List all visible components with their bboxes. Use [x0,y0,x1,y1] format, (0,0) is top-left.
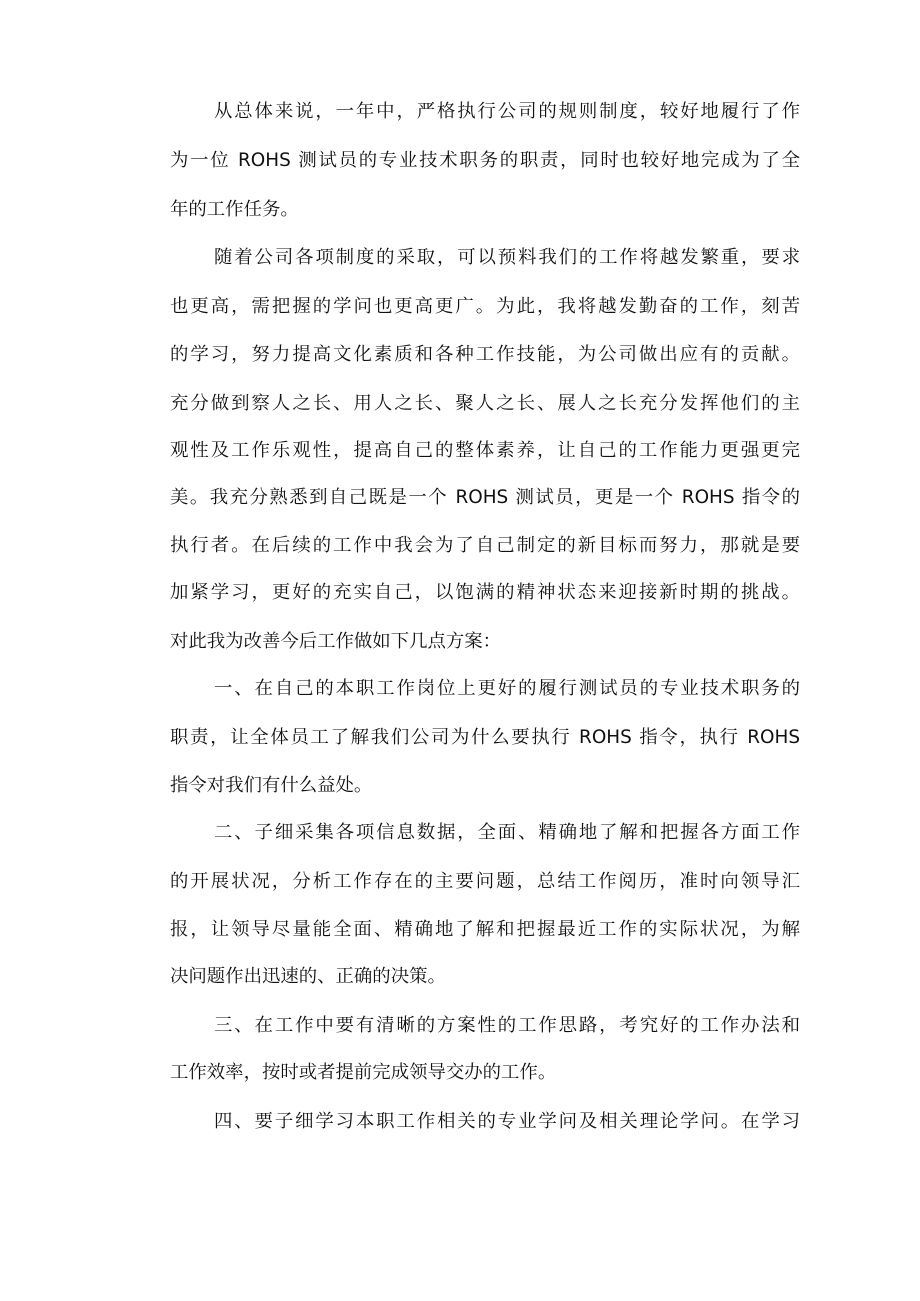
paragraph-5-line-2: 工作效率，按时或者提前完成领导交办的工作。 [170,1062,557,1083]
paragraph-2-line-5: 观性及工作乐观性，提高自己的整体素养，让自己的工作能力更强更完 [170,440,800,461]
paragraph-2-line-2: 也更高，需把握的学问也更高更广。为此，我将越发勤奋的工作，刻苦 [170,296,800,317]
paragraph-3-line-1: 一、在自己的本职工作岗位上更好的履行测试员的专业技术职务的 [214,678,800,699]
paragraph-3-line-2: 职责，让全体员工了解我们公司为什么要执行 ROHS 指令，执行 ROHS [170,727,800,748]
paragraph-6-line-1: 四、要子细学习本职工作相关的专业学问及相关理论学问。在学习 [214,1111,800,1132]
paragraph-2-line-9: 对此我为改善今后工作做如下几点方案： [170,631,502,652]
paragraph-1-line-2: 为一位 ROHS 测试员的专业技术职务的职责，同时也较好地完成为了全 [170,150,800,171]
paragraph-2-line-8: 加紧学习，更好的充实自己，以饱满的精神状态来迎接新时期的挑战。 [170,582,800,603]
paragraph-4-line-3: 报，让领导尽量能全面、精确地了解和把握最近工作的实际状况，为解 [170,919,800,940]
paragraph-2-line-4: 充分做到察人之长、用人之长、聚人之长、展人之长充分发挥他们的主 [170,393,800,414]
paragraph-3-line-3: 指令对我们有什么益处。 [170,775,373,796]
paragraph-4-line-4: 决问题作出迅速的、正确的决策。 [170,966,446,987]
paragraph-2-line-6: 美。我充分熟悉到自己既是一个 ROHS 测试员，更是一个 ROHS 指令的 [170,487,800,508]
paragraph-2-line-1: 随着公司各项制度的采取，可以预料我们的工作将越发繁重，要求 [214,247,800,268]
paragraph-4-line-1: 二、子细采集各项信息数据，全面、精确地了解和把握各方面工作 [214,822,800,843]
paragraph-4-line-2: 的开展状况，分析工作存在的主要问题，总结工作阅历，准时向领导汇 [170,871,800,892]
paragraph-5-line-1: 三、在工作中要有清晰的方案性的工作思路，考究好的工作办法和 [214,1015,800,1036]
paragraph-1-line-1: 从总体来说，一年中，严格执行公司的规则制度，较好地履行了作 [214,101,800,122]
paragraph-2-line-3: 的学习，努力提高文化素质和各种工作技能，为公司做出应有的贡献。 [170,344,800,365]
paragraph-2-line-7: 执行者。在后续的工作中我会为了自己制定的新目标而努力，那就是要 [170,535,800,556]
paragraph-1-line-3: 年的工作任务。 [170,199,299,220]
